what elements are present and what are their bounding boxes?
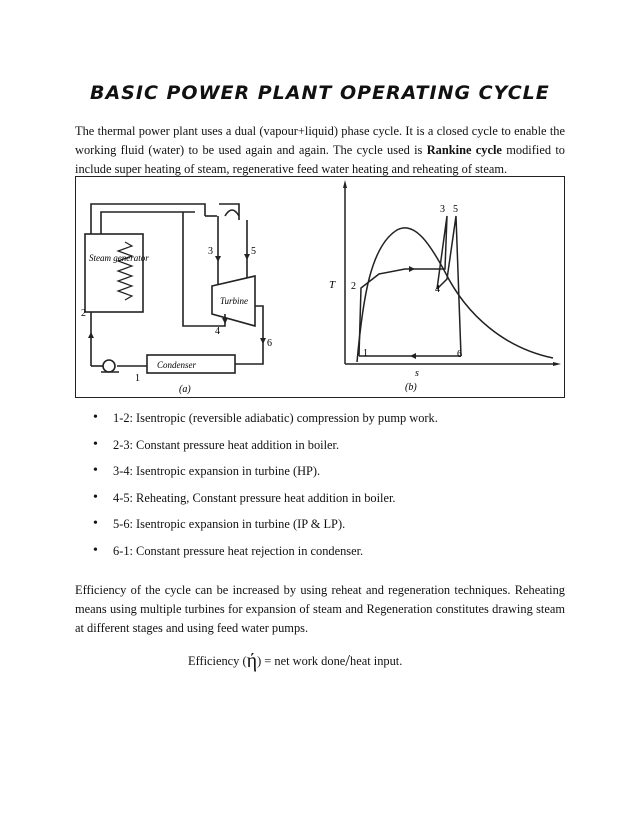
eta-symbol: ή [246, 650, 258, 672]
efficiency-formula [188, 650, 402, 673]
rankine-cycle-diagram [75, 176, 565, 398]
steam-generator-box [85, 234, 143, 312]
caption-a: (a) [179, 384, 191, 395]
intro-text-1: The thermal power plant uses a dual (vapour+liquid) phase cycle. It is a closed cycle to enable the working fluid (water) to be used again and again. The cycle used is [75, 124, 565, 157]
formula-slash: / [345, 651, 351, 670]
formula-prefix: Efficiency ( [188, 654, 247, 668]
point-5-label: 5 [251, 246, 256, 257]
formula-middle: ) = net work done [257, 654, 346, 668]
list-item: • 1-2: Isentropic (reversible adiabatic) compression by pump work. [75, 410, 565, 437]
turbine-label: Turbine [220, 296, 249, 306]
page-title: BASIC POWER PLANT OPERATING CYCLE [90, 82, 550, 104]
intro-paragraph [75, 122, 565, 179]
svg-text:1: 1 [363, 348, 368, 359]
point-3-label: 3 [208, 246, 213, 257]
steam-generator-label: Steam generator [89, 253, 149, 263]
point-1-label: 1 [135, 373, 140, 384]
svg-text:6: 6 [457, 349, 462, 360]
point-2-label: 2 [81, 308, 86, 319]
caption-b: (b) [405, 382, 417, 393]
condenser-label: Condenser [157, 360, 196, 370]
svg-text:5: 5 [453, 204, 458, 215]
rankine-cycle-term: Rankine cycle [426, 143, 502, 157]
svg-text:2: 2 [351, 281, 356, 292]
rankine-cycle-figure [75, 176, 565, 398]
point-6-label: 6 [267, 338, 272, 349]
efficiency-paragraph: Efficiency of the cycle can be increased by using reheat and regeneration techniques. Reheating means using multiple turbines for expansion of steam and Regeneration constitutes drawing steam at different stages and using feed water pumps. [75, 583, 565, 635]
formula-suffix: heat input. [350, 654, 403, 668]
svg-text:4: 4 [435, 284, 440, 295]
s-axis-label: s [415, 368, 419, 379]
list-item: • 4-5: Reheating, Constant pressure heat addition in boiler. [75, 490, 565, 517]
process-list [75, 410, 565, 570]
intro-text-2: modified to include super heating of steam, regenerative feed water heating and reheating of steam. [75, 143, 565, 176]
list-item: • 3-4: Isentropic expansion in turbine (HP). [75, 463, 565, 490]
svg-text:3: 3 [440, 204, 445, 215]
list-item: • 5-6: Isentropic expansion in turbine (IP & LP). [75, 516, 565, 543]
point-4-label: 4 [215, 326, 220, 337]
t-axis-label: T [329, 279, 336, 291]
list-item: • 6-1: Constant pressure heat rejection in condenser. [75, 543, 565, 570]
list-item: • 2-3: Constant pressure heat addition in boiler. [75, 437, 565, 464]
